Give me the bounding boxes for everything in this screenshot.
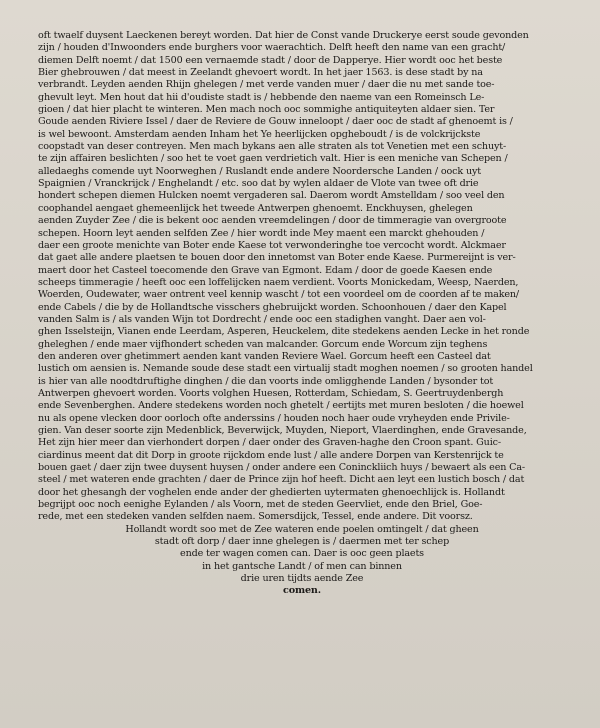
text-line: alledaeghs comende uyt Noorweghen / Ruslandt ende andere Noordersche Landen / oock uyt xyxy=(38,165,481,177)
printed-text-block xyxy=(38,30,566,598)
text-line: Bier ghebrouwen / dat meest in Zeelandt ghevoert wordt. In het jaer 1563. is dese stadt by na xyxy=(38,67,483,79)
text-line: ende Cabels / die by de Hollandtsche visschers ghebruijckt worden. Schoonhouen / daer den Kapel xyxy=(38,301,507,313)
text-line: rede, met een stedeken vanden selfden naem. Somersdijck, Tessel, ende andere. Dit voorsz. xyxy=(38,511,473,523)
text-line: te zijn affairen beslichten / soo het te voet gaen verdrietich valt. Hier is een meniche van Schepen / xyxy=(38,153,508,165)
text-line: den anderen over ghetimmert aenden kant vanden Reviere Wael. Gorcum heeft een Casteel dat xyxy=(38,350,491,362)
text-line: begrijpt ooc noch eenighe Eylanden / als Voorn, met de steden Geervliet, ende den Briel, Goe- xyxy=(38,499,483,511)
text-line: ciardinus meent dat dit Dorp in groote rijckdom ende lust / alle andere Dorpen van Kerstenrijck te xyxy=(38,449,504,461)
text-line: maert door het Casteel toecomende den Grave van Egmont. Edam / door de goede Kaesen ende xyxy=(38,264,493,276)
text-line: diemen Delft noemt / dat 1500 een vernaemde stadt / door de Dapperye. Hier wordt ooc het beste xyxy=(38,54,503,66)
text-line: ghen Isselsteijn, Vianen ende Leerdam, Asperen, Heuckelem, dite stedekens aenden Lecke in het ronde xyxy=(38,326,530,338)
text-line: Het zijn hier meer dan vierhondert dorpen / daer onder des Graven-haghe den Croon spant. Guic- xyxy=(38,437,501,449)
text-line: zijn / houden d'Inwoonders ende burghers voor waerachtich. Delft heeft den name van een gracht/ xyxy=(38,42,506,54)
text-line: Hollandt wordt soo met de Zee wateren ende poelen omtingelt / dat gheen xyxy=(125,523,479,535)
text-line: is hier van alle noodtdruftighe dinghen / die dan voorts inde omligghende Landen / bysonder tot xyxy=(38,375,494,387)
text-line: schepen. Hoorn leyt aenden selfden Zee / hier wordt inde Mey maent een marckt ghehouden / xyxy=(38,227,485,239)
text-line: daer een groote menichte van Boter ende Kaese tot verwonderinghe toe vercocht wordt. Alckmaer xyxy=(38,239,506,251)
text-line: vanden Salm is / als vanden Wijn tot Dordrecht / ende ooc een stadighen vanght. Daer aen vol- xyxy=(38,313,486,325)
text-line: scheeps timmeragie / heeft ooc een loffelijcken naem verdient. Voorts Monickedam, Weesp, Naerden, xyxy=(38,276,519,288)
text-line: coopstadt van deser contreyen. Men mach bykans aen alle straten als tot Venetien met een schuyt- xyxy=(38,141,507,153)
text-line: gheleghen / ende maer vijfhondert scheden van malcander. Gorcum ende Worcum zijn teghens xyxy=(38,338,488,350)
text-line: Antwerpen ghevoert worden. Voorts volghen Huesen, Rotterdam, Schiedam, S. Geertruydenbergh xyxy=(38,387,504,399)
text-line: steel / met wateren ende grachten / daer de Prince zijn hof heeft. Dicht aen leyt een lustich bosch / dat xyxy=(38,474,525,486)
text-line: dat gaet alle andere plaetsen te bouen door den innetomst van Boter ende Kaese. Purmereijnt is ver- xyxy=(38,252,516,264)
text-line: stadt oft dorp / daer inne ghelegen is / daermen met ter schep xyxy=(154,536,450,548)
text-line: door het ghesangh der voghelen ende ander der ghedierten uytermaten ghenoechlijck is. Hollandt xyxy=(38,486,505,498)
text-line: Woerden, Oudewater, waer ontrent veel kennip wascht / tot een voordeel om de coorden af te maken/ xyxy=(38,289,520,301)
text-line: in het gantsche Landt / of men can binnen xyxy=(202,560,402,572)
text-line: hondert schepen diemen Hulcken noemt vergaderen sal. Daerom wordt Amstelldam / soo veel den xyxy=(38,190,505,202)
text-line: is wel bewoont. Amsterdam aenden Inham het Ye heerlijcken opgheboudt / is de volckrijckste xyxy=(38,128,481,140)
text-line: aenden Zuyder Zee / die is bekent ooc aenden vreemdelingen / door de timmeragie van overgroote xyxy=(38,215,507,227)
text-line: comen. xyxy=(283,585,321,597)
text-line: gioen / dat hier placht te winteren. Men mach noch ooc sommighe antiquiteyten aldaer sien. Ter xyxy=(38,104,495,116)
text-line: Goude aenden Riviere Issel / daer de Reviere de Gouw inneloopt / daer ooc de stadt af ghenoemt is / xyxy=(38,116,513,128)
text-line: verbrandt. Leyden aenden Rhijn ghelegen / met verde vanden muer / daer die nu met sande toe- xyxy=(38,79,495,91)
text-line: nu als opene vlecken door oorloch ofte anderssins / houden noch haer oude vryheyden ende Privile- xyxy=(38,412,510,424)
text-line: ende ter wagen comen can. Daer is ooc geen plaets xyxy=(180,548,424,560)
text-line: lustich om aensien is. Nemande soude dese stadt een virtualij stadt moghen noemen / so grooten handel xyxy=(38,363,533,375)
text-line: Spaignien / Vranckrijck / Enghelandt / etc. soo dat by wylen aldaer de Vlote van twee oft drie xyxy=(38,178,479,190)
text-line: coophandel aengaet ghemeenlijck het tweede Antwerpen ghenoemt. Enckhuysen, ghelegen xyxy=(38,202,473,214)
text-line: ende Sevenberghen. Andere stedekens worden noch ghetelt / eertijts met muren besloten / die hoewel xyxy=(38,400,524,412)
text-line: bouen gaet / daer zijn twee duysent huysen / onder andere een Coninckliich huys / bewaert als een Ca- xyxy=(38,462,526,474)
text-line: gien. Van deser soorte zijn Medenblick, Beverwijck, Muyden, Nieport, Vlaerdinghen, ende Gravesande, xyxy=(38,425,527,436)
text-line: drie uren tijdts aende Zee xyxy=(240,573,364,585)
text-line: oft twaelf duysent Laeckenen bereyt worden. Dat hier de Const vande Druckerye eerst soude gevonden xyxy=(38,30,529,41)
text-line: ghevult leyt. Men hout dat hii d'oudiste stadt is / hebbende den naeme van een Romeinsch Le- xyxy=(38,91,485,103)
